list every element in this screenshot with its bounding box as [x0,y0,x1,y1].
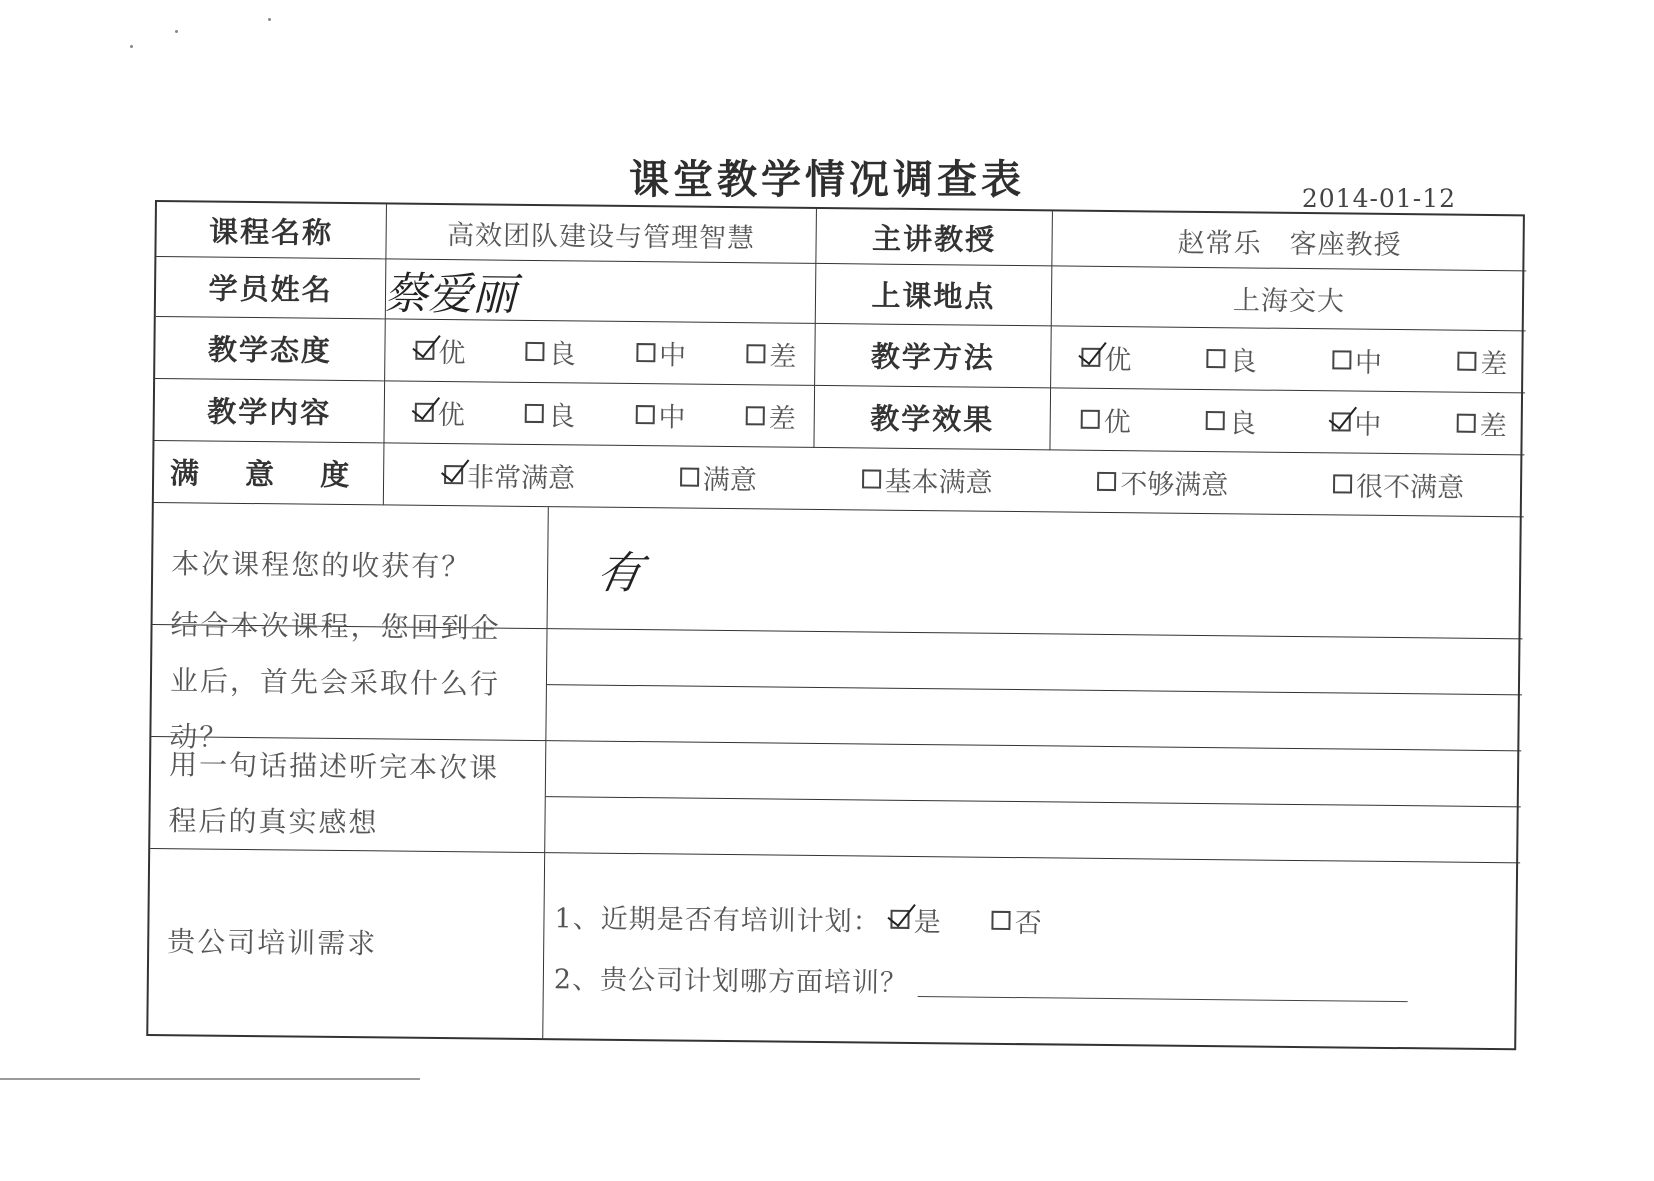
survey-form [146,200,1525,1050]
checkbox-icon[interactable] [1457,414,1476,433]
teaching-content-label: 教学内容 [154,379,385,443]
checkbox-checked-icon[interactable] [415,403,434,422]
training-plan-no[interactable]: 否 [991,900,1042,940]
effect-option-average[interactable]: 中 [1331,402,1381,442]
checkbox-icon[interactable] [992,910,1011,929]
page-title: 课堂教学情况调查表 [629,157,1025,203]
method-option-average[interactable]: 中 [1332,340,1382,380]
checkbox-icon[interactable] [746,344,765,363]
checkbox-icon[interactable] [1207,349,1226,368]
content-option-good[interactable]: 良 [525,394,575,434]
checkbox-icon[interactable] [1206,411,1225,430]
form-date: 2014-01-12 [1301,184,1456,213]
student-name-label: 学员姓名 [156,257,387,319]
checkbox-checked-icon[interactable] [891,909,910,928]
training-need-field [543,853,1520,1048]
action-question: 结合本次课程，您回到企业后，首先会采取什么行动？ [151,625,547,741]
teaching-attitude-options [385,319,816,385]
checkbox-icon[interactable] [526,342,545,361]
location-value[interactable]: 上海交大 [1052,266,1527,331]
teaching-effect-label: 教学效果 [814,386,1051,450]
content-option-excellent[interactable]: 优 [415,393,465,433]
training-plan-row [554,896,1043,940]
training-plan-yes[interactable]: 是 [890,899,941,939]
effect-option-good[interactable]: 良 [1206,401,1256,441]
scan-edge-line [0,1078,420,1080]
training-plan-question: 1、近期是否有培训计划： [554,902,881,938]
feeling-answer-line [546,741,1522,807]
action-answer-field[interactable] [546,629,1522,751]
lecturer-value[interactable]: 赵常乐 客座教授 [1052,211,1527,271]
training-need-label: 贵公司培训需求 [148,849,545,1038]
content-option-poor[interactable]: 差 [746,396,796,436]
location-label: 上课地点 [816,264,1053,326]
teaching-attitude-label: 教学态度 [155,317,386,381]
lecturer-label: 主讲教授 [816,209,1053,266]
course-name-value[interactable]: 高效团队建设与管理智慧 [386,204,817,263]
method-option-excellent[interactable]: 优 [1081,338,1131,378]
checkbox-icon[interactable] [862,469,881,488]
checkbox-icon[interactable] [1081,410,1100,429]
training-area-row [554,957,1409,1005]
method-option-poor[interactable]: 差 [1457,342,1507,382]
teaching-content-options [384,381,815,447]
content-option-average[interactable]: 中 [635,395,685,435]
feeling-question: 用一句话描述听完本次课程后的真实感想 [150,737,546,853]
checkbox-icon[interactable] [1457,352,1476,371]
attitude-option-poor[interactable]: 差 [746,334,796,374]
course-name-label: 课程名称 [156,202,387,259]
checkbox-icon[interactable] [635,405,654,424]
checkbox-checked-icon[interactable] [1331,412,1350,431]
satisfaction-option-very-dissatisfied[interactable]: 很不满意 [1333,464,1464,504]
teaching-effect-options [1050,388,1525,455]
checkbox-icon[interactable] [746,406,765,425]
attitude-option-excellent[interactable]: 优 [415,331,465,371]
satisfaction-option-satisfied[interactable]: 满意 [680,458,757,498]
teaching-method-options [1051,326,1526,393]
feeling-answer-field[interactable] [545,741,1521,863]
checkbox-icon[interactable] [680,468,699,487]
effect-option-excellent[interactable]: 优 [1081,400,1131,440]
gain-answer-field[interactable] [548,507,1524,639]
checkbox-checked-icon[interactable] [415,341,434,360]
satisfaction-option-basically-satisfied[interactable]: 基本满意 [861,459,992,499]
checkbox-icon[interactable] [1333,474,1352,493]
checkbox-icon[interactable] [1332,350,1351,369]
satisfaction-label: 满 意 度 [154,441,385,505]
training-area-question: 2、贵公司计划哪方面培训？ [553,963,909,999]
satisfaction-option-not-enough[interactable]: 不够满意 [1097,462,1228,502]
checkbox-checked-icon[interactable] [444,465,463,484]
effect-option-poor[interactable]: 差 [1457,404,1507,444]
method-option-good[interactable]: 良 [1207,339,1257,379]
attitude-option-good[interactable]: 良 [526,332,576,372]
checkbox-icon[interactable] [636,343,655,362]
student-signature: 蔡爱丽 [383,267,517,321]
gain-answer-handwriting: 有 [592,547,647,599]
action-answer-line [547,629,1523,695]
checkbox-icon[interactable] [525,404,544,423]
student-name-field[interactable] [383,259,817,323]
teaching-method-label: 教学方法 [815,324,1052,388]
satisfaction-option-very-satisfied[interactable]: 非常满意 [444,455,575,495]
checkbox-checked-icon[interactable] [1081,348,1100,367]
attitude-option-average[interactable]: 中 [636,333,686,373]
training-area-input[interactable] [918,964,1408,1002]
gain-question: 本次课程您的收获有？ [153,503,549,629]
checkbox-icon[interactable] [1097,472,1116,491]
